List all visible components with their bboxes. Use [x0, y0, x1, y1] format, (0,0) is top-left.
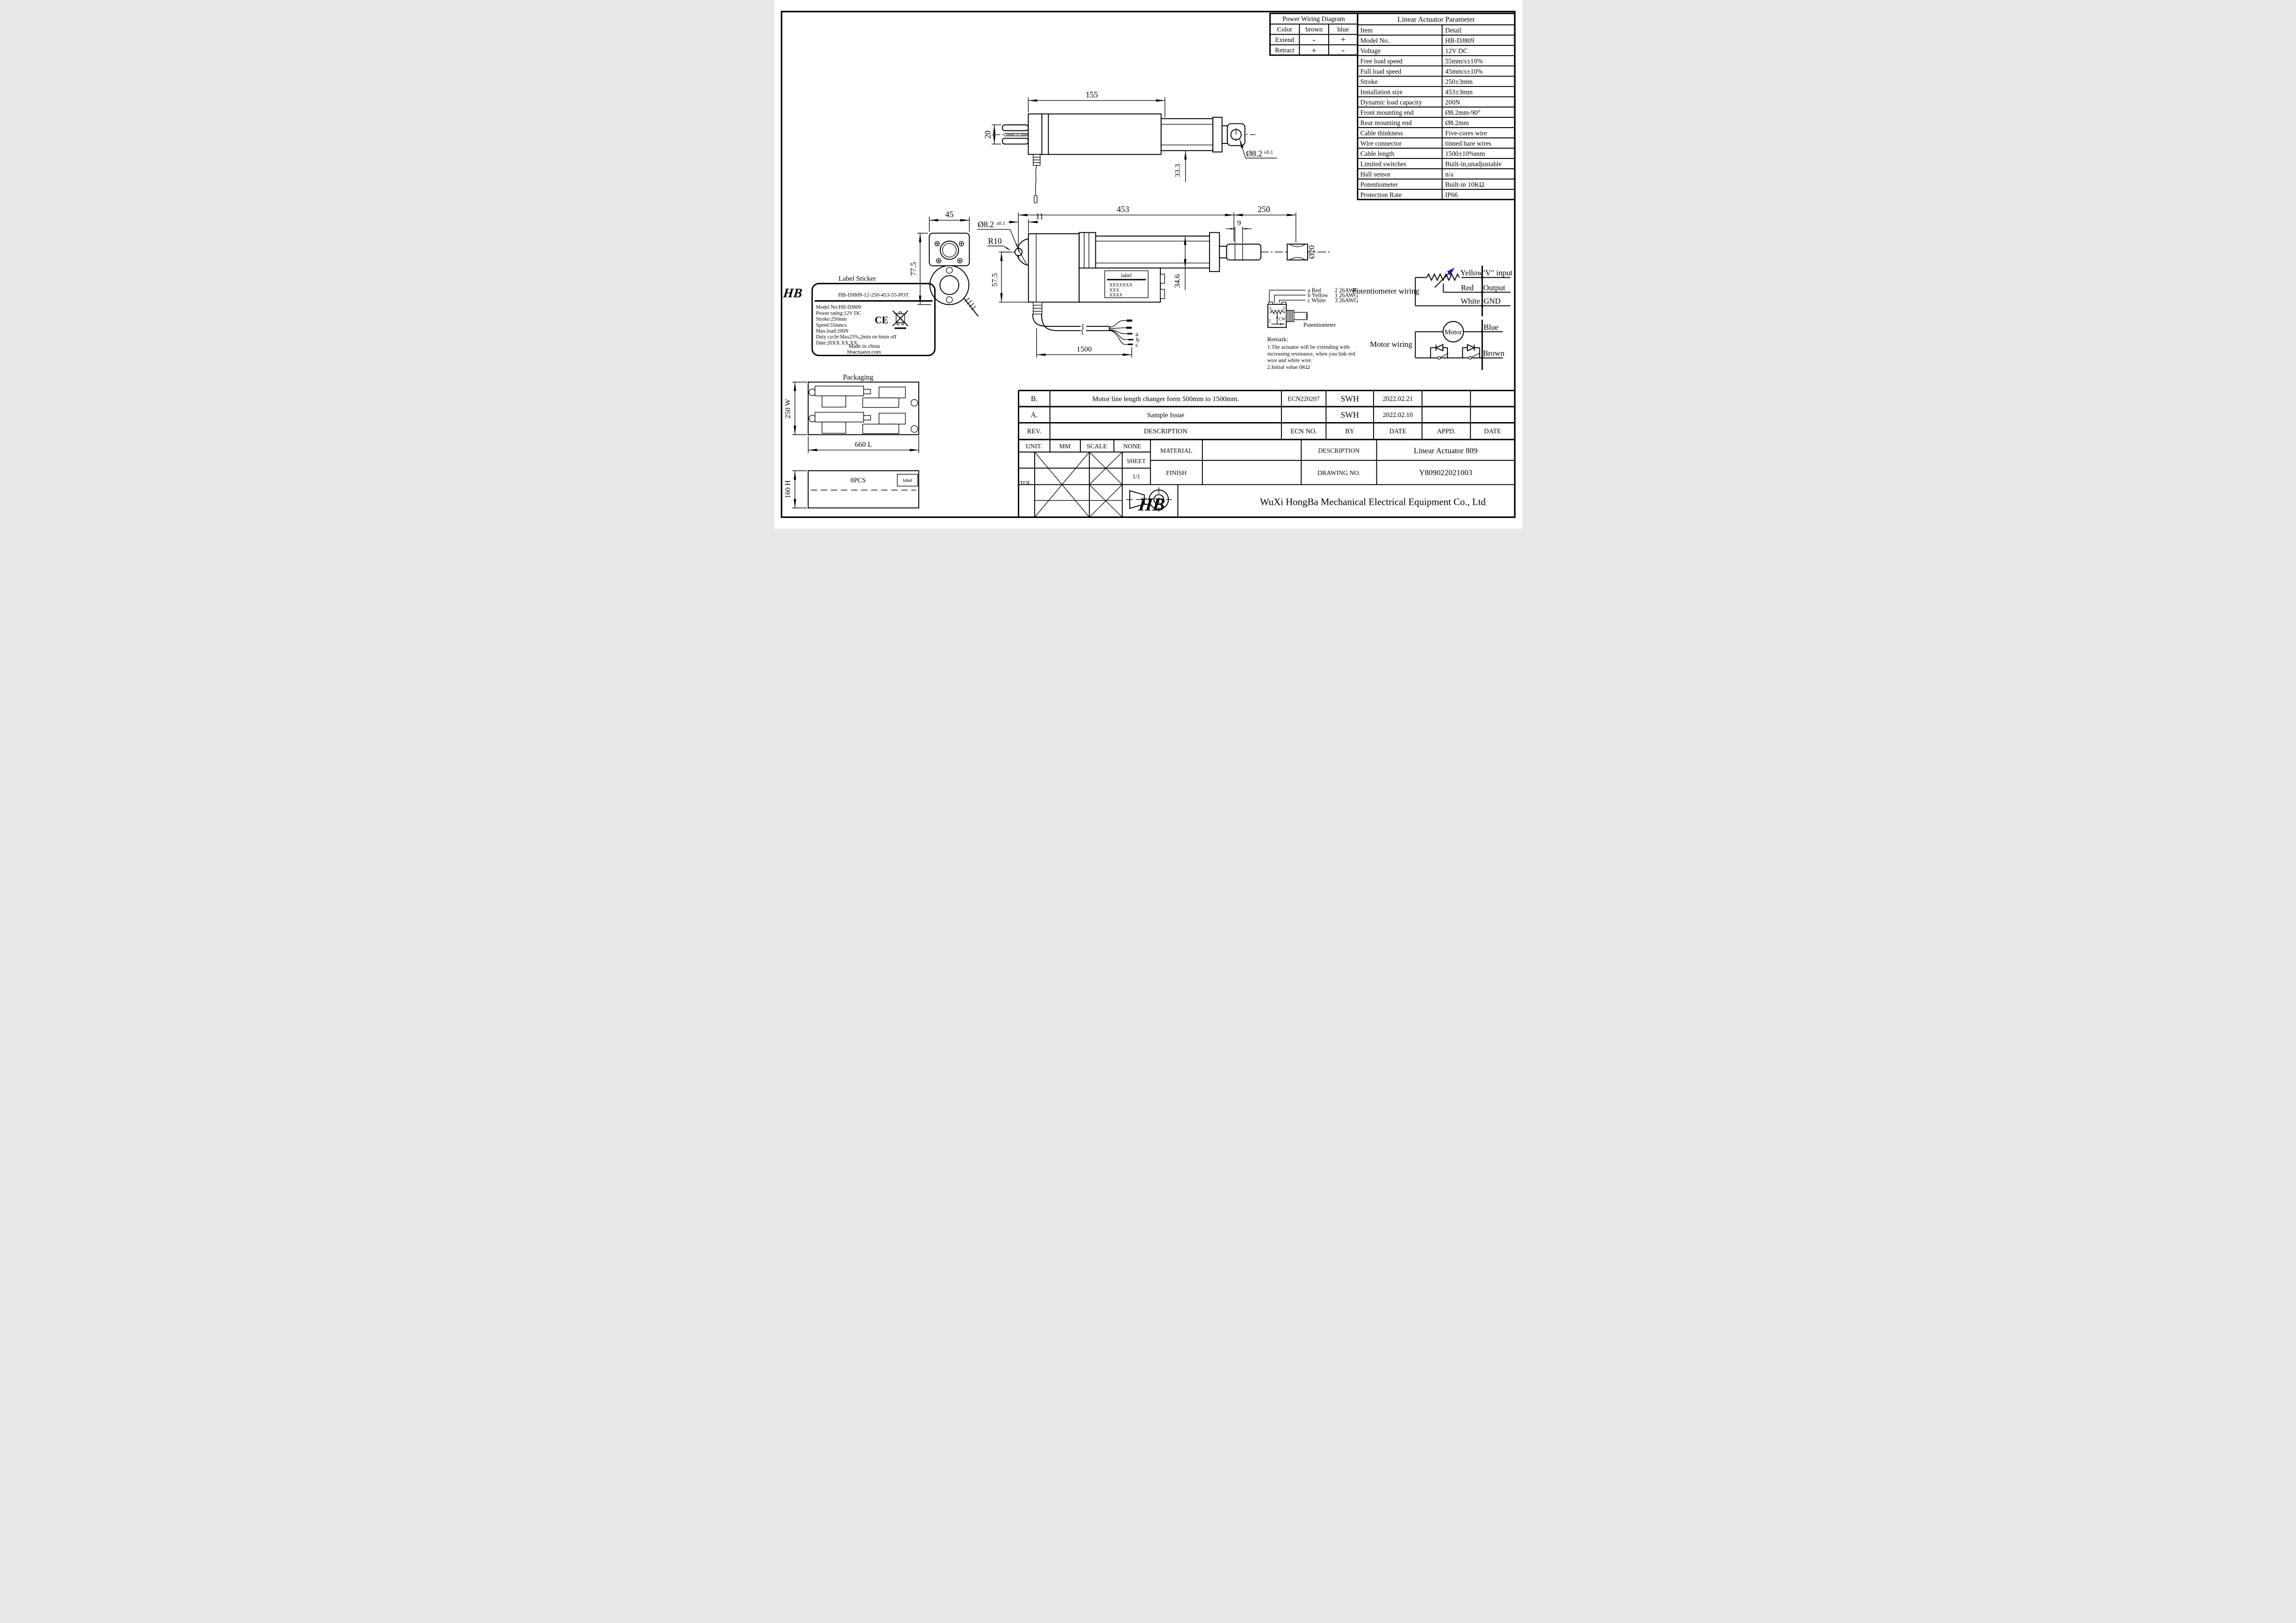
dim-hole-front: Ø8.2: [977, 220, 994, 230]
rev-a-date: 2022.02.10: [1382, 411, 1413, 419]
wire-label-a: a: [1135, 330, 1138, 338]
motor-label-box: [1104, 271, 1148, 298]
packaging-pcs: 8PCS: [850, 477, 866, 485]
param-value: 453±3mm: [1445, 88, 1473, 96]
sticker-model: Model No:HB-DJ809: [815, 304, 861, 310]
hdr-description: DESCRIPTION: [1144, 428, 1188, 436]
power-retract-blue: -: [1341, 45, 1345, 56]
param-value: Five-cores wire: [1445, 129, 1487, 137]
pot-pin2: 2: [1268, 318, 1271, 324]
param-value: 1500±10%mm: [1445, 150, 1485, 158]
sticker-made-in: Made in china: [848, 343, 880, 350]
remark-line3: wire and white wire.: [1267, 357, 1312, 364]
description-label: DESCRIPTION: [1317, 447, 1360, 454]
power-row-extend: Extend: [1274, 36, 1294, 44]
pot-wire-b-pin: 1 26AWG: [1334, 292, 1358, 299]
dim-77-5: 77.5: [908, 262, 918, 276]
param-item: Hall sensor: [1360, 171, 1391, 179]
company-name: WuXi HongBa Mechanical Electrical Equipment Co., Ltd: [1260, 496, 1486, 508]
pot-pin3: 3: [1282, 306, 1285, 311]
param-item: Stroke: [1360, 78, 1378, 86]
param-item: Wire connector: [1360, 140, 1402, 148]
param-value: Built-in 10KΩ: [1445, 181, 1484, 189]
power-table-title: Power Wiring Diagram: [1282, 15, 1345, 23]
param-item: Installation size: [1360, 88, 1403, 96]
pot-pin1: 1: [1269, 306, 1272, 311]
dim-33-3: 33.3: [1173, 164, 1182, 178]
param-value: IP66: [1445, 191, 1458, 199]
schematic-yellow: Yellow: [1460, 268, 1483, 278]
dim-1500: 1500: [1076, 344, 1092, 353]
power-extend-brown: -: [1312, 35, 1316, 45]
param-value: 250±3mm: [1445, 78, 1473, 86]
rev-a: A.: [1030, 411, 1038, 419]
sticker-website: hbactuator.com: [847, 349, 881, 355]
remark-line4: 2.Initial value 0KΩ: [1267, 364, 1310, 371]
rev-b: B.: [1030, 395, 1037, 403]
schematic-brown: Brown: [1483, 349, 1504, 358]
rev-a-by: SWH: [1340, 410, 1359, 420]
param-item: Full load speed: [1360, 68, 1401, 76]
dim-hole-rear: Ø8.2: [1245, 149, 1262, 158]
hdr-date2: DATE: [1483, 428, 1501, 436]
power-col-color: Color: [1276, 26, 1292, 34]
label-box-title: label: [1121, 272, 1132, 279]
pot-wire-c: c White: [1307, 297, 1326, 304]
wire-label-b: b: [1136, 336, 1139, 344]
param-item: Free load speed: [1360, 57, 1403, 65]
param-item: Cable length: [1360, 150, 1395, 158]
dim-hole-rear-tol: ±0.1: [1263, 150, 1273, 156]
hdr-date: DATE: [1389, 428, 1406, 436]
hdr-appd: APPD.: [1436, 428, 1456, 436]
engineering-drawing: [774, 0, 1522, 529]
dim-453: 453: [1116, 204, 1129, 214]
sticker-speed: Speed:55mm/s: [815, 322, 847, 328]
remark-title: Remark:: [1267, 335, 1288, 343]
sticker-stroke: Stroke:250mm: [815, 316, 847, 323]
sheet-label: SHEET: [1126, 457, 1146, 465]
pot-wire-a-pin: 2 26AWG: [1334, 287, 1358, 294]
dim-11: 11: [1035, 211, 1044, 221]
param-value: Ø8.2mm: [1445, 119, 1469, 127]
drawing-no-value: Y809022021003: [1418, 468, 1472, 477]
packaging-heading: Packaging: [842, 373, 873, 381]
param-value: n/a: [1445, 171, 1454, 179]
param-table-title: Linear Actuator Parameter: [1397, 15, 1475, 24]
packaging-label: label: [902, 478, 912, 484]
pot-caption: Potentiometer: [1303, 322, 1336, 329]
label-box-line2: XXX: [1109, 287, 1119, 293]
schematic-red: Red: [1461, 283, 1474, 292]
param-value: Built-in,unadjustable: [1445, 160, 1502, 168]
unit-value: MM: [1058, 443, 1071, 450]
dim-9: 9: [1237, 218, 1241, 228]
description-value: Linear Actuator 809: [1413, 446, 1477, 455]
dim-20: 20: [983, 130, 993, 139]
motor-wiring-heading: Motor wiring: [1369, 340, 1412, 349]
label-box-line3: XXXX: [1109, 293, 1123, 298]
rod-end-piece: [1287, 244, 1308, 260]
dim-250w: 250 W: [784, 399, 792, 419]
schematic-v-input: "V" input: [1482, 268, 1512, 278]
schematic-gnd: GND: [1483, 296, 1501, 306]
dim-57-5: 57.5: [990, 273, 999, 287]
material-label: MATERIAL: [1160, 447, 1193, 454]
rev-b-by: SWH: [1340, 394, 1359, 403]
power-col-brown: brown: [1305, 26, 1323, 34]
param-value: HB-DJ809: [1445, 37, 1474, 45]
dim-160h: 160 H: [784, 480, 792, 499]
schematic-blue: Blue: [1483, 323, 1498, 332]
label-sticker-heading: Label Sticker: [838, 275, 876, 283]
param-value: 55mm/s±10%: [1445, 57, 1483, 65]
param-item: Cable thinkness: [1360, 129, 1403, 137]
schematic-white: White: [1460, 296, 1480, 306]
power-extend-blue: +: [1340, 35, 1346, 45]
dim-r10: R10: [987, 236, 1002, 246]
power-wiring-table: [1270, 14, 1357, 56]
dim-34-6: 34.6: [1172, 274, 1181, 288]
param-value: 12V DC: [1445, 47, 1468, 55]
wire-label-c: c: [1135, 341, 1138, 349]
drawing-sheet: [774, 0, 1522, 529]
power-retract-brown: +: [1311, 46, 1317, 56]
param-value: 200N: [1445, 99, 1460, 107]
dim-155: 155: [1085, 90, 1098, 100]
param-header-detail: Detail: [1445, 27, 1461, 35]
pot-wire-a: a Red: [1307, 287, 1321, 294]
param-item: Potentiometer: [1360, 181, 1398, 189]
hb-logo: HB: [782, 286, 803, 301]
param-item: Rear mounting end: [1360, 119, 1412, 127]
param-value: Ø8.2mm-90°: [1445, 109, 1481, 117]
param-item: Model No.: [1360, 37, 1389, 45]
pot-wire-b: b Yellow: [1307, 292, 1328, 299]
drawing-no-label: DRAWING NO.: [1317, 469, 1360, 476]
label-box-line1: XXXXXXX: [1109, 282, 1132, 288]
rev-b-description: Motor line length changer form 500mm to 1500mm.: [1092, 395, 1239, 403]
sticker-duty: Duty cycle:Max25%,2min on 6min off: [815, 334, 896, 340]
sticker-part-number: HB-DJ809-12-250-453-55-POT: [838, 292, 909, 298]
sticker-power: Power rating:12V DC: [815, 310, 861, 316]
sticker-date: Date:20XX.XX.XX: [815, 340, 857, 346]
param-item: Voltage: [1360, 47, 1381, 55]
dim-hole-front-tol: ±0.1: [995, 220, 1005, 226]
scale-value: NONE: [1123, 443, 1141, 450]
pot-cw: CW: [1278, 316, 1286, 322]
dim-45: 45: [945, 209, 953, 219]
ce-mark: CE: [874, 314, 888, 326]
sheet-value: 1/1: [1132, 473, 1140, 480]
motor-label: Motor: [1444, 328, 1462, 336]
rev-b-date: 2022.02.21: [1382, 395, 1413, 403]
pot-wire-c-pin: 3 26AWG: [1334, 297, 1358, 304]
pot-wiring-heading: Potentiometer wiring: [1352, 287, 1419, 296]
power-row-retract: Retract: [1274, 47, 1294, 55]
param-header-item: Item: [1360, 27, 1373, 35]
tol-label: TOL.: [1019, 479, 1033, 487]
remark-line2: increasing resistance, when you link red: [1267, 351, 1355, 357]
param-item: Limited switches: [1360, 160, 1406, 168]
remark-line1: 1.The actuator will be extending with: [1267, 344, 1349, 351]
param-item: Dynamic load capacity: [1360, 99, 1422, 107]
hdr-by: BY: [1345, 428, 1354, 436]
param-value: tinned bare wires: [1445, 140, 1491, 148]
param-item: Front mounting end: [1360, 109, 1414, 117]
rev-a-description: Sample Issue: [1147, 411, 1184, 419]
rev-b-ecn: ECN220207: [1287, 395, 1320, 402]
power-col-blue: blue: [1337, 26, 1349, 34]
param-value: 45mm/s±10%: [1445, 68, 1483, 76]
dim-rod-dia: Ø20: [1307, 245, 1316, 259]
hdr-ecn: ECN NO.: [1290, 428, 1317, 436]
dim-660l: 660 L: [854, 440, 872, 449]
hb-logo-titleblock: HB: [1137, 495, 1166, 515]
finish-label: FINISH: [1166, 469, 1187, 476]
param-item: Protection Rate: [1360, 191, 1402, 199]
sticker-load: Max.load:200N: [815, 328, 849, 334]
scale-label: SCALE: [1086, 443, 1107, 450]
dim-250: 250: [1257, 204, 1270, 214]
unit-label: UNIT.: [1025, 443, 1042, 450]
schematic-output: Output: [1483, 283, 1505, 292]
hdr-rev: REV.: [1027, 428, 1041, 436]
